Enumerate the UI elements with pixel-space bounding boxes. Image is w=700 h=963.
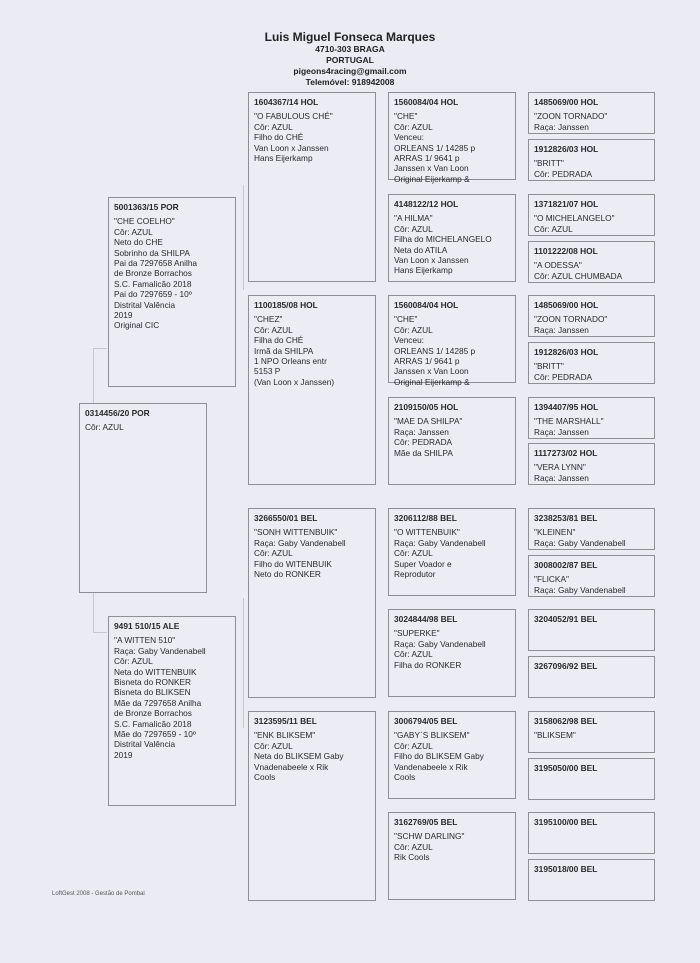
software-credit: LoftGest 2008 - Gestão de Pombal — [52, 891, 145, 897]
ring-number: 3238253/81 BEL — [534, 513, 598, 523]
pigeon-detail: Janssen x Van Loon — [394, 366, 469, 377]
pigeon-detail: Neta do WITTENBUIK — [114, 666, 197, 677]
pigeon-detail: Vandenabeele x Rik — [394, 761, 468, 772]
pigeon-detail: Raça: Gaby Vandenabell — [114, 645, 206, 656]
pigeon-detail: ORLEANS 1/ 14285 p — [394, 345, 476, 356]
breeder-postal: 4710-303 BRAGA — [315, 44, 385, 54]
ring-number: 5001363/15 POR — [114, 202, 179, 212]
ring-number: 9491 510/15 ALE — [114, 621, 180, 631]
pigeon-detail: Irmã da SHILPA — [254, 345, 314, 356]
pigeon-detail: Côr: AZUL — [254, 324, 293, 335]
pigeon-detail: ARRAS 1/ 9641 p — [394, 356, 460, 367]
breeder-phone: Telemóvel: 918942008 — [305, 77, 395, 87]
ring-number: 1100185/08 HOL — [254, 300, 318, 310]
ring-number: 3206112/88 BEL — [394, 513, 457, 523]
pigeon-detail: 2019 — [114, 749, 133, 760]
pigeon-detail: "O WITTENBUIK" — [394, 527, 460, 538]
pigeon-detail: Neto do RONKER — [254, 569, 321, 580]
pigeon-detail: Côr: AZUL — [394, 649, 433, 660]
pigeon-detail: "CHE" — [394, 314, 418, 325]
pigeon-grandparent — [248, 92, 376, 282]
pigeon-detail: Raça: Gaby Vandenabell — [394, 638, 486, 649]
pigeon-detail: "A HILMA" — [394, 213, 433, 224]
pigeon-great-grandparent — [388, 609, 516, 697]
pigeon-detail: Distrital Valência — [114, 739, 176, 750]
pigeon-detail: Filha do CHÉ — [254, 335, 304, 346]
pigeon-detail: Venceu: — [394, 132, 424, 143]
pigeon-detail: Côr: AZUL — [394, 740, 433, 751]
pigeon-detail: "CHEZ" — [254, 314, 283, 325]
connector-line — [93, 348, 94, 403]
pigeon-detail: Distrital Valência — [114, 299, 176, 310]
pigeon-detail: Côr: PEDRADA — [534, 371, 593, 382]
breeder-name: Luis Miguel Fonseca Marques — [264, 30, 436, 44]
pigeon-great-grandparent — [388, 812, 516, 900]
pigeon-gen4-ancestor — [528, 241, 655, 283]
ring-number: 3195018/00 BEL — [534, 864, 598, 874]
pigeon-gen4-ancestor — [528, 139, 655, 181]
pigeon-great-grandparent — [388, 295, 516, 387]
connector-line — [243, 598, 244, 728]
pigeon-detail: Filho do BLIKSEM Gaby — [394, 751, 484, 762]
pigeon-detail: Raça: Janssen — [534, 324, 589, 335]
pigeon-detail: Bisneta do RONKER — [114, 677, 192, 688]
pigeon-gen4-ancestor — [528, 508, 655, 550]
pigeon-detail: Neto do CHE — [114, 237, 163, 248]
ring-number: 1117273/02 HOL — [534, 448, 598, 458]
pigeon-detail: "BLIKSEM" — [534, 730, 576, 741]
ring-number: 3266550/01 BEL — [254, 513, 318, 523]
pigeon-gen4-ancestor — [528, 555, 655, 597]
pigeon-detail: Raça: Gaby Vandenabell — [254, 537, 346, 548]
pigeon-detail: Rik Cools — [394, 852, 430, 863]
pigeon-detail: Côr: AZUL — [394, 548, 433, 559]
pigeon-subject — [79, 403, 207, 593]
ring-number: 3162769/05 BEL — [394, 817, 458, 827]
ring-number: 3024844/98 BEL — [394, 614, 458, 624]
pigeon-detail: Raça: Gaby Vandenabell — [534, 584, 626, 595]
ring-number: 3006794/05 BEL — [394, 716, 458, 726]
pigeon-dam — [108, 616, 236, 806]
pigeon-gen4-ancestor — [528, 758, 655, 800]
connector-line — [93, 592, 94, 632]
pigeon-grandparent — [248, 711, 376, 901]
pigeon-gen4-ancestor — [528, 656, 655, 698]
pigeon-detail: "BRITT" — [534, 361, 564, 372]
ring-number: 1371821/07 HOL — [534, 199, 599, 209]
pigeon-detail: Côr: AZUL — [114, 226, 153, 237]
pigeon-great-grandparent — [388, 711, 516, 799]
breeder-email[interactable]: pigeons4racing@gmail.com — [293, 66, 407, 76]
pigeon-detail: Pai do 7297659 - 10º — [114, 289, 192, 300]
ring-number: 1485069/00 HOL — [534, 300, 599, 310]
pigeon-detail: Côr: AZUL — [394, 223, 433, 234]
pigeon-detail: Côr: AZUL — [254, 121, 293, 132]
pigeon-detail: Mãe da 7297658 Anilha — [114, 697, 202, 708]
pigeon-gen4-ancestor — [528, 812, 655, 854]
ring-number: 3123595/11 BEL — [254, 716, 317, 726]
pigeon-detail: ARRAS 1/ 9641 p — [394, 153, 460, 164]
pigeon-detail: Côr: AZUL — [394, 324, 433, 335]
connector-line — [93, 348, 107, 349]
pigeon-detail: S.C. Famalicão 2018 — [114, 278, 192, 289]
pigeon-detail: Neta do BLIKSEM Gaby — [254, 751, 344, 762]
ring-number: 1560084/04 HOL — [394, 300, 459, 310]
pigeon-grandparent — [248, 295, 376, 485]
pigeon-gen4-ancestor — [528, 609, 655, 651]
pigeon-detail: Janssen x Van Loon — [394, 163, 469, 174]
pigeon-detail: Bisneta do BLIKSEN — [114, 687, 191, 698]
pigeon-detail: Van Loon x Janssen — [254, 142, 329, 153]
pigeon-detail: "SCHW DARLING" — [394, 831, 465, 842]
ring-number: 1912826/03 HOL — [534, 144, 599, 154]
pigeon-great-grandparent — [388, 194, 516, 282]
ring-number: 3195050/00 BEL — [534, 763, 598, 773]
pigeon-detail: Côr: AZUL — [394, 121, 433, 132]
pigeon-detail: "MAE DA SHILPA" — [394, 416, 463, 427]
pigeon-detail: Filho do CHÉ — [254, 132, 304, 143]
pigeon-detail: Raça: Janssen — [534, 472, 589, 483]
pigeon-detail: 2019 — [114, 310, 133, 321]
pigeon-detail: Filha do MICHELANGELO — [394, 234, 492, 245]
pigeon-detail: Super Voador e — [394, 558, 452, 569]
pigeon-detail: Côr: AZUL CHUMBADA — [534, 270, 623, 281]
pigeon-detail: 5153 P — [254, 366, 281, 377]
pigeon-detail: Filho do WITENBUIK — [254, 558, 332, 569]
pigeon-gen4-ancestor — [528, 342, 655, 384]
breeder-country: PORTUGAL — [326, 55, 374, 65]
pigeon-detail: "O MICHELANGELO" — [534, 213, 615, 224]
pigeon-detail: Hans Eijerkamp — [254, 153, 313, 164]
connector-line — [243, 185, 244, 290]
pigeon-gen4-ancestor — [528, 443, 655, 485]
pigeon-detail: de Bronze Borrachos — [114, 268, 192, 279]
ring-number: 1604367/14 HOL — [254, 97, 319, 107]
pigeon-gen4-ancestor — [528, 295, 655, 337]
ring-number: 3267096/92 BEL — [534, 661, 598, 671]
pigeon-detail: "CHE COELHO" — [114, 216, 175, 227]
pigeon-detail: Hans Eijerkamp — [394, 265, 453, 276]
ring-number: 0314456/20 POR — [85, 408, 150, 418]
ring-number: 3158062/98 BEL — [534, 716, 598, 726]
pigeon-detail: Filha do RONKER — [394, 659, 462, 670]
pigeon-detail: "KLEINEN" — [534, 527, 576, 538]
pigeon-detail: Van Loon x Janssen — [394, 255, 469, 266]
pigeon-detail: ORLEANS 1/ 14285 p — [394, 142, 476, 153]
pigeon-gen4-ancestor — [528, 397, 655, 439]
pigeon-detail: Cools — [254, 772, 276, 783]
pigeon-detail: S.C. Famalicão 2018 — [114, 718, 192, 729]
ring-number: 1101222/08 HOL — [534, 246, 598, 256]
pigeon-detail: "THE MARSHALL" — [534, 416, 604, 427]
pigeon-great-grandparent — [388, 508, 516, 596]
pigeon-gen4-ancestor — [528, 194, 655, 236]
pigeon-sire — [108, 197, 236, 387]
pigeon-detail: "A ODESSA" — [534, 260, 582, 271]
pigeon-gen4-ancestor — [528, 859, 655, 901]
pigeon-detail: Côr: AZUL — [254, 548, 293, 559]
pigeon-detail: Côr: AZUL — [394, 841, 433, 852]
pigeon-detail: Côr: AZUL — [254, 740, 293, 751]
pigeon-detail: "ZOON TORNADO" — [534, 314, 608, 325]
pigeon-detail: Côr: AZUL — [85, 422, 124, 433]
pigeon-gen4-ancestor — [528, 92, 655, 134]
pigeon-detail: Original Eijerkamp & — [394, 173, 470, 184]
pigeon-detail: Raça: Gaby Vandenabell — [394, 537, 486, 548]
ring-number: 3195100/00 BEL — [534, 817, 598, 827]
pigeon-detail: "CHE" — [394, 111, 418, 122]
ring-number: 3204052/91 BEL — [534, 614, 598, 624]
pigeon-grandparent — [248, 508, 376, 698]
ring-number: 1560084/04 HOL — [394, 97, 459, 107]
pigeon-detail: Reprodutor — [394, 569, 436, 580]
pigeon-detail: "VERA LYNN" — [534, 462, 586, 473]
ring-number: 4148122/12 HOL — [394, 199, 459, 209]
pigeon-detail: "GABY`S BLIKSEM" — [394, 730, 470, 741]
pigeon-detail: "BRITT" — [534, 158, 564, 169]
ring-number: 2109150/05 HOL — [394, 402, 459, 412]
pigeon-detail: Sobrinho da SHILPA — [114, 247, 190, 258]
pigeon-detail: Côr: PEDRADA — [394, 437, 453, 448]
pigeon-detail: "O FABULOUS CHÉ" — [254, 111, 333, 122]
pigeon-great-grandparent — [388, 92, 516, 184]
pigeon-detail: Raça: Janssen — [534, 121, 589, 132]
pigeon-detail: "FLICKA" — [534, 574, 569, 585]
pigeon-detail: Pai da 7297658 Anilha — [114, 258, 198, 269]
pigeon-detail: "ZOON TORNADO" — [534, 111, 608, 122]
pigeon-detail: Vnadenabeele x Rik — [254, 761, 329, 772]
pigeon-detail: Côr: AZUL — [114, 656, 153, 667]
pigeon-detail: Original CIC — [114, 320, 160, 331]
pigeon-detail: "ENK BLIKSEM" — [254, 730, 316, 741]
ring-number: 1912826/03 HOL — [534, 347, 599, 357]
pigeon-detail: (Van Loon x Janssen) — [254, 376, 335, 387]
pigeon-great-grandparent — [388, 397, 516, 485]
ring-number: 3008002/87 BEL — [534, 560, 598, 570]
pigeon-detail: Mãe do 7297659 - 10º — [114, 729, 196, 740]
pigeon-detail: Raça: Janssen — [394, 426, 449, 437]
pigeon-detail: Côr: AZUL — [534, 223, 573, 234]
pigeon-detail: Venceu: — [394, 335, 424, 346]
pigeon-detail: Raça: Gaby Vandenabell — [534, 537, 626, 548]
pigeon-gen4-ancestor — [528, 711, 655, 753]
pigeon-detail: Mãe da SHILPA — [394, 447, 453, 458]
pigeon-detail: 1 NPO Orleans entr — [254, 356, 327, 367]
breeder-header — [240, 30, 460, 88]
ring-number: 1394407/95 HOL — [534, 402, 599, 412]
pigeon-detail: de Bronze Borrachos — [114, 708, 192, 719]
pigeon-detail: Neta do ATILA — [394, 244, 448, 255]
ring-number: 1485069/00 HOL — [534, 97, 599, 107]
pigeon-detail: Cools — [394, 772, 416, 783]
connector-line — [93, 632, 107, 633]
pigeon-detail: Raça: Janssen — [534, 426, 589, 437]
pigeon-detail: "A WITTEN 510" — [114, 635, 176, 646]
pigeon-detail: Original Eijerkamp & — [394, 376, 470, 387]
pigeon-detail: "SUPERKE" — [394, 628, 440, 639]
pigeon-detail: Côr: PEDRADA — [534, 168, 593, 179]
pigeon-detail: "SONH WITTENBUIK" — [254, 527, 338, 538]
